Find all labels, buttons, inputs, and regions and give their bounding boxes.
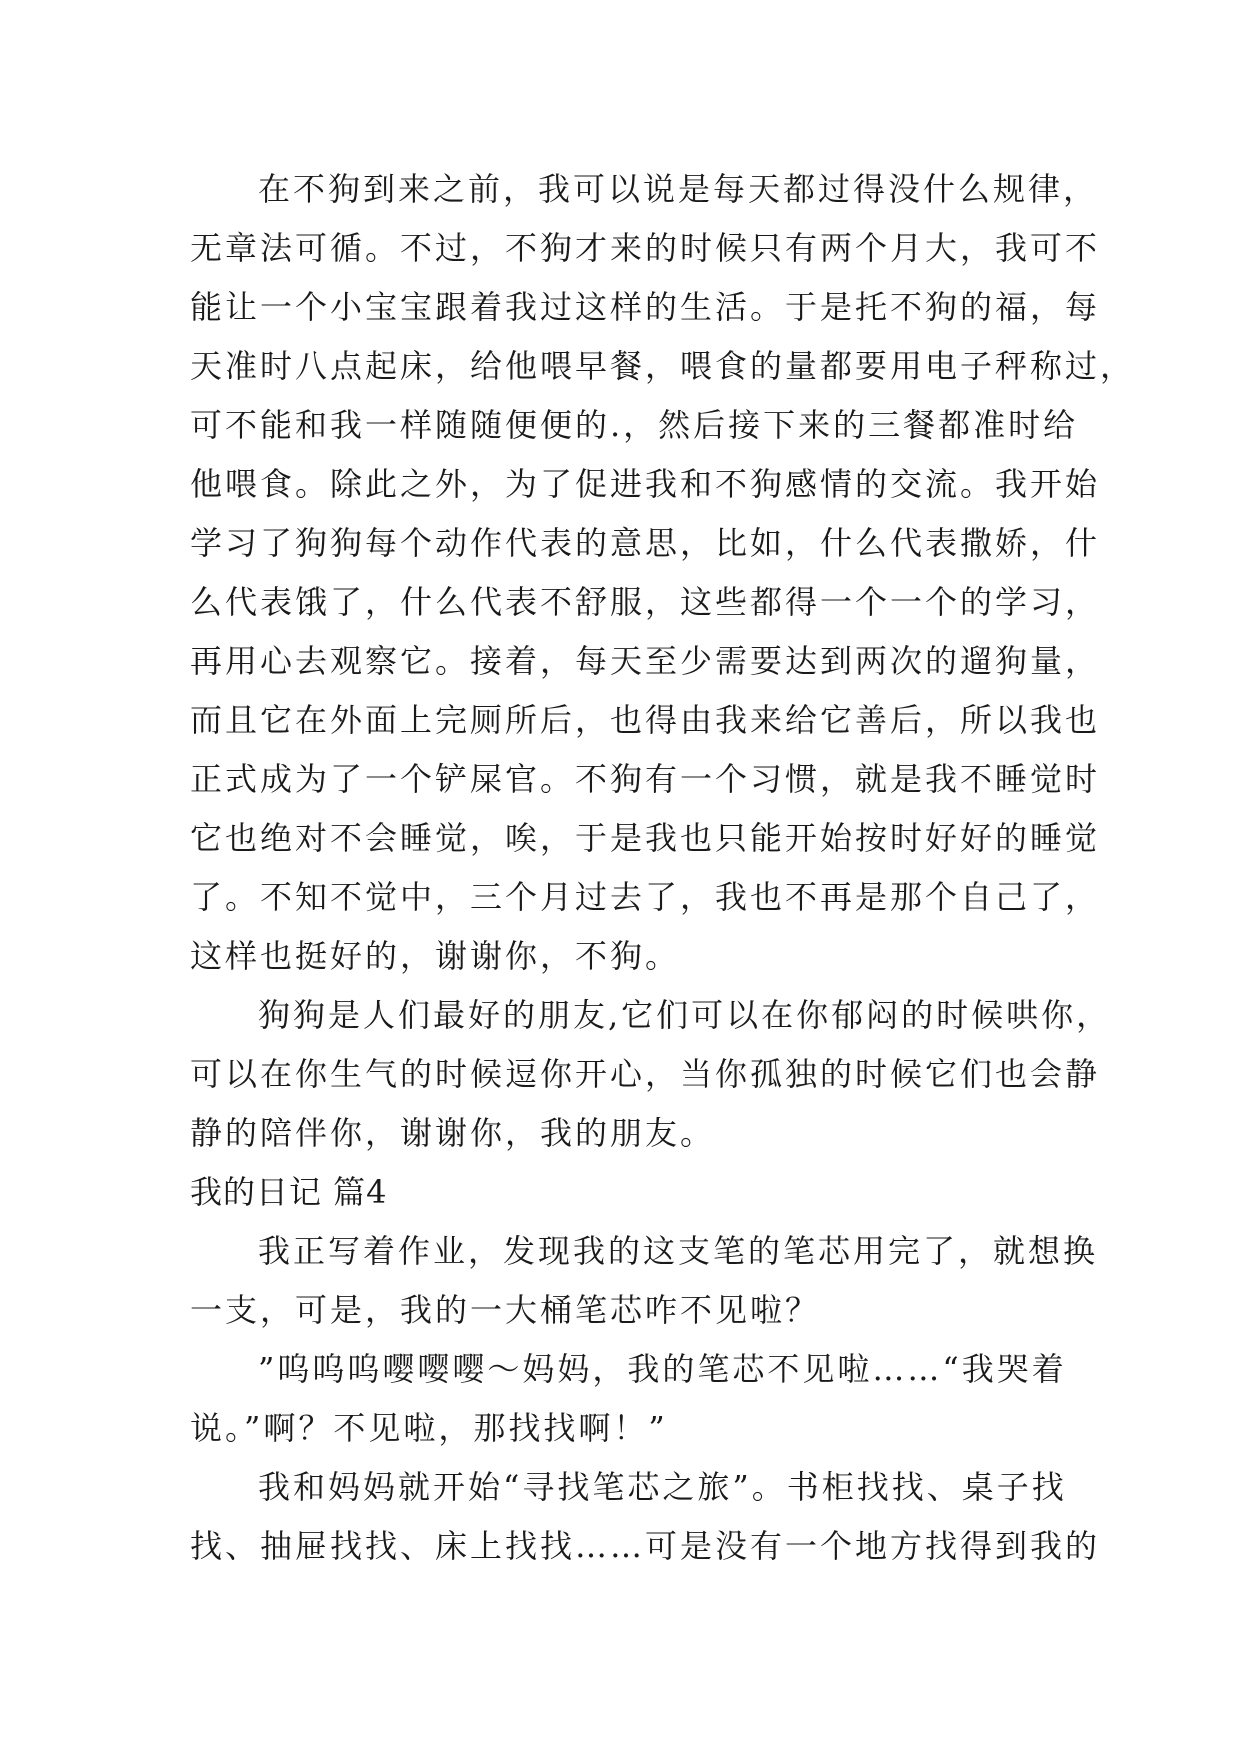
document-body xyxy=(190,160,1136,1576)
paragraph-line: 一支，可是，我的一大桶笔芯咋不见啦？ xyxy=(190,1291,821,1329)
paragraph-line: 无章法可循。不过，不狗才来的时候只有两个月大，我可不 xyxy=(190,229,1101,267)
paragraph-line: 找、抽屉找找、床上找找……可是没有一个地方找得到我的 xyxy=(190,1527,1101,1565)
paragraph-line: 正式成为了一个铲屎官。不狗有一个习惯，就是我不睡觉时 xyxy=(190,760,1101,798)
paragraph-line: 可不能和我一样随随便便的.，然后接下来的三餐都准时给 xyxy=(190,406,1079,444)
paragraph-line: 天准时八点起床，给他喂早餐，喂食的量都要用电子秤称过， xyxy=(190,347,1136,385)
paragraph-line: 我和妈妈就开始“寻找笔芯之旅”。书柜找找、桌子找 xyxy=(258,1468,1067,1506)
paragraph-line: 再用心去观察它。接着，每天至少需要达到两次的遛狗量， xyxy=(190,642,1101,680)
paragraph-line: 么代表饿了，什么代表不舒服，这些都得一个一个的学习， xyxy=(190,583,1101,621)
paragraph-line: 而且它在外面上完厕所后，也得由我来给它善后，所以我也 xyxy=(190,701,1101,739)
section-heading: 我的日记 篇4 xyxy=(190,1173,388,1211)
paragraph-line: 静的陪伴你，谢谢你，我的朋友。 xyxy=(190,1114,716,1152)
paragraph-line: 这样也挺好的，谢谢你，不狗。 xyxy=(190,937,681,975)
paragraph-line: 可以在你生气的时候逗你开心，当你孤独的时候它们也会静 xyxy=(190,1055,1101,1093)
paragraph-line: 了。不知不觉中，三个月过去了，我也不再是那个自己了， xyxy=(190,878,1101,916)
paragraph-line: 它也绝对不会睡觉，唉，于是我也只能开始按时好好的睡觉 xyxy=(190,819,1101,857)
paragraph-line: 学习了狗狗每个动作代表的意思，比如，什么代表撒娇，什 xyxy=(190,524,1101,562)
paragraph-line: 狗狗是人们最好的朋友,它们可以在你郁闷的时候哄你， xyxy=(258,996,1112,1034)
paragraph-line: 说。”啊？不见啦，那找找啊！” xyxy=(190,1409,668,1447)
paragraph-line: ”呜呜呜嘤嘤嘤～妈妈，我的笔芯不见啦……“我哭着 xyxy=(258,1350,1067,1388)
paragraph-line: 他喂食。除此之外，为了促进我和不狗感情的交流。我开始 xyxy=(190,465,1101,503)
paragraph-line: 能让一个小宝宝跟着我过这样的生活。于是托不狗的福，每 xyxy=(190,288,1101,326)
paragraph-line: 我正写着作业，发现我的这支笔的笔芯用完了，就想换 xyxy=(258,1232,1099,1270)
paragraph-line: 在不狗到来之前，我可以说是每天都过得没什么规律， xyxy=(258,170,1099,208)
